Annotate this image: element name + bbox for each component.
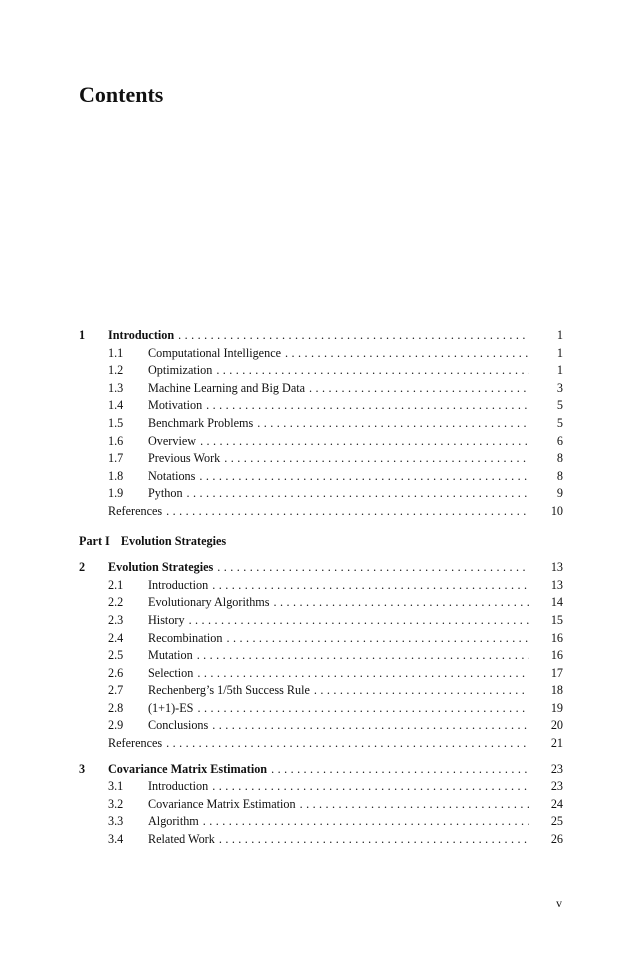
page-number: 9 [556,486,563,501]
toc-section-2-1[interactable] [79,577,563,595]
dot-leader [271,761,529,779]
section-number: 2.7 [108,683,124,698]
dot-leader [200,433,529,451]
section-title: Benchmark Problems [148,415,254,430]
dot-leader [300,796,529,814]
page-number: 16 [550,648,563,663]
page-number: 5 [556,398,563,413]
section-number: 2.4 [108,630,124,645]
section-number: 2.5 [108,648,124,663]
chapter-title: Evolution Strategies [108,560,214,575]
toc-chapter-2[interactable] [79,559,563,577]
dot-leader [197,647,529,665]
dot-leader [226,630,529,648]
toc-section-3-3[interactable] [79,813,563,831]
dot-leader [166,735,529,753]
toc-chapter-1[interactable] [79,327,563,345]
section-title: Notations [148,468,196,483]
toc-section-1-4[interactable] [79,397,563,415]
toc-section-2-4[interactable] [79,630,563,648]
section-title: (1+1)-ES [148,700,194,715]
dot-leader [314,682,529,700]
toc-section-2-3[interactable] [79,612,563,630]
section-number: 1.5 [108,415,124,430]
page-number: 20 [550,718,563,733]
section-number: 3.4 [108,832,124,847]
page-number: 8 [556,451,563,466]
toc-section-2-6[interactable] [79,665,563,683]
section-title: Rechenberg’s 1/5th Success Rule [148,683,310,698]
section-title: History [148,612,185,627]
dot-leader [203,813,529,831]
references-title: References [108,736,163,751]
section-title: Selection [148,665,194,680]
toc-section-2-7[interactable] [79,682,563,700]
section-title: Optimization [148,363,213,378]
toc-part-1[interactable] [79,533,563,551]
page-number: 23 [550,779,563,794]
page-title: Contents [79,82,164,107]
page-number: 24 [550,796,563,811]
section-title: Python [148,486,183,501]
chapter-number: 2 [79,560,86,575]
section-title: Motivation [148,398,203,413]
toc-section-3-2[interactable] [79,796,563,814]
toc-section-2-2[interactable] [79,594,563,612]
section-number: 1.6 [108,433,124,448]
section-number: 2.6 [108,665,124,680]
dot-leader [178,327,529,345]
dot-leader [189,612,529,630]
toc-section-1-7[interactable] [79,450,563,468]
section-number: 2.8 [108,700,124,715]
page-number: 5 [556,415,563,430]
section-number: 1.1 [108,345,124,360]
dot-leader [257,415,529,433]
page-number: 25 [550,814,563,829]
section-title: Evolutionary Algorithms [148,595,270,610]
dot-leader [197,665,529,683]
section-number: 3.2 [108,796,124,811]
footer-page-number: v [556,896,562,910]
dot-leader [187,485,529,503]
references-title: References [108,503,163,518]
page-number: 13 [550,560,563,575]
section-title: Computational Intelligence [148,345,282,360]
part-label: Part I [79,533,110,548]
dot-leader [206,397,529,415]
toc-section-1-3[interactable] [79,380,563,398]
page-number: 21 [550,736,563,751]
toc-references-1[interactable] [79,503,563,521]
section-number: 3.3 [108,814,124,829]
section-title: Related Work [148,832,215,847]
toc-section-1-2[interactable] [79,362,563,380]
section-number: 2.9 [108,718,124,733]
page-number: 1 [556,345,563,360]
section-number: 1.4 [108,398,124,413]
section-title: Overview [148,433,197,448]
chapter-title: Covariance Matrix Estimation [108,761,268,776]
toc-section-1-8[interactable] [79,468,563,486]
page-number: 13 [550,577,563,592]
dot-leader [216,362,529,380]
section-number: 1.3 [108,380,124,395]
dot-leader [219,831,529,849]
dot-leader [212,577,529,595]
section-number: 1.8 [108,468,124,483]
chapter-title: Introduction [108,328,175,342]
toc-section-2-9[interactable] [79,717,563,735]
section-number: 3.1 [108,779,124,794]
dot-leader [166,503,529,521]
section-title: Mutation [148,648,193,663]
section-number: 1.2 [108,363,124,378]
section-number: 2.2 [108,595,124,610]
section-number: 2.3 [108,612,124,627]
toc-section-1-5[interactable] [79,415,563,433]
page-number: 26 [550,832,563,847]
page-number: 6 [556,433,563,448]
section-title: Introduction [148,577,209,592]
toc-section-1-9[interactable] [79,485,563,503]
section-title: Covariance Matrix Estimation [148,796,296,811]
section-title: Conclusions [148,718,209,733]
toc-references-2[interactable] [79,735,563,753]
dot-leader [217,559,529,577]
page-number: 18 [550,683,563,698]
toc-section-3-1[interactable] [79,778,563,796]
dot-leader [197,700,529,718]
toc-chapter-3[interactable] [79,761,563,779]
section-number: 2.1 [108,577,124,592]
section-title: Machine Learning and Big Data [148,380,306,395]
page-number: 16 [550,630,563,645]
page-number: 15 [550,612,563,627]
dot-leader [309,380,529,398]
page-number: 1 [556,328,563,342]
dot-leader [285,345,529,363]
page-number: 23 [550,761,563,776]
section-number: 1.9 [108,486,124,501]
page-number: 17 [550,665,563,680]
toc-section-2-8[interactable] [79,700,563,718]
dot-leader [274,594,529,612]
section-number: 1.7 [108,451,124,466]
page-number: 19 [550,700,563,715]
part-title: Evolution Strategies [120,533,227,548]
section-title: Previous Work [148,451,221,466]
section-title: Recombination [148,630,223,645]
chapter-number: 1 [79,328,86,342]
page-number: 14 [550,595,563,610]
section-title: Introduction [148,779,209,794]
dot-leader [199,468,529,486]
chapter-number: 3 [79,761,86,776]
toc-section-3-4[interactable] [79,831,563,849]
dot-leader [224,450,529,468]
toc-section-1-6[interactable] [79,433,563,451]
toc-section-1-1[interactable] [79,345,563,363]
page-number: 10 [550,503,563,518]
page-number: 1 [556,363,563,378]
dot-leader [212,778,529,796]
toc-section-2-5[interactable] [79,647,563,665]
page-number: 3 [556,380,563,395]
table-of-contents [79,327,563,849]
page-number: 8 [556,468,563,483]
dot-leader [212,717,529,735]
section-title: Algorithm [148,814,199,829]
